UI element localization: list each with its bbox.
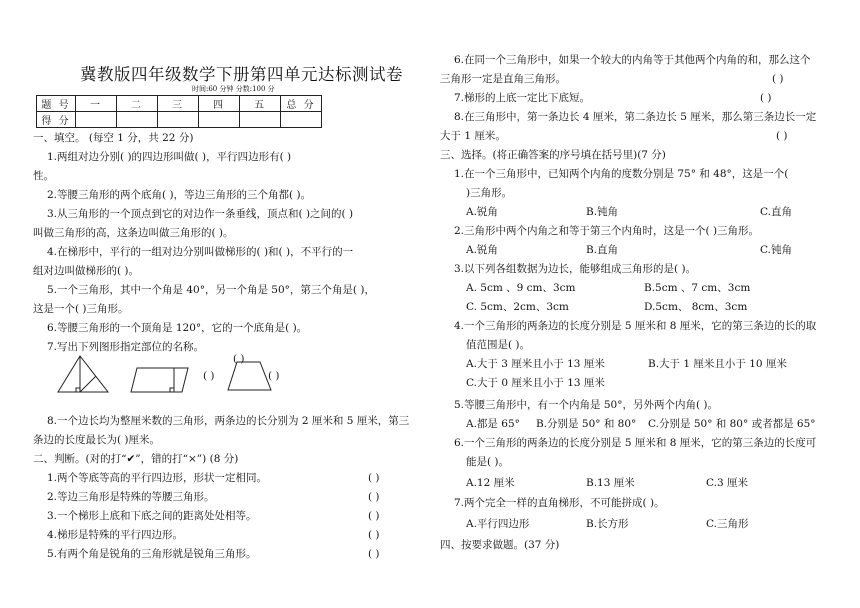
page-title: 冀教版四年级数学下册第四单元达标测试卷 [80, 65, 403, 84]
s3-q7: 7.两个完全一样的直角梯形，不可能拼成( )。 [454, 497, 665, 509]
table-cell: 二 [117, 96, 158, 112]
score-input-cell[interactable] [281, 112, 322, 128]
s1-q4-line1: 4.在梯形中，平行的一组对边分别叫做梯形的( )和( )，不平行的一 [47, 246, 354, 258]
s2-q6-line1: 6.在同一个三角形中，如果一个较大的内角等于其他两个内角的和，那么这个 [454, 54, 811, 66]
score-input-cell[interactable] [199, 112, 240, 128]
score-table-score-row [37, 112, 322, 128]
s1-q1-line1: 1.两组对边分别( )的四边形叫做( )，平行四边形有( ) [47, 151, 292, 163]
s1-q8-line2: 条边的长度最长为( )厘米。 [33, 434, 161, 446]
s3-q3-option-c[interactable]: C. 5cm、2cm、3cm [466, 301, 569, 313]
q7-blank-right[interactable]: ( ) [268, 370, 280, 382]
s3-q3-option-a[interactable]: A. 5cm 、9 cm、3cm [466, 282, 576, 294]
s3-q3-option-b[interactable]: B.5cm 、7 cm、3cm [644, 282, 751, 294]
s3-q3-option-d[interactable]: D.5cm、 8cm、3cm [644, 301, 748, 313]
s2-q7: 7.梯形的上底一定比下底短。 [454, 92, 591, 104]
s3-q2-option-b[interactable]: B.直角 [586, 244, 619, 256]
s3-q6-line2: 能是( )。 [466, 456, 510, 468]
s1-q5-line2: 这是一个( )三角形。 [33, 303, 129, 315]
table-cell: 四 [199, 96, 240, 112]
s3-q4-option-c[interactable]: C.大于 0 厘米且小于 13 厘米 [466, 377, 605, 389]
s1-q4-line2: 组对边叫做梯形的( )。 [33, 265, 140, 277]
table-cell: 得 分 [37, 112, 76, 128]
s2-q3: 3.一个梯形上底和下底之间的距离处处相等。 [47, 510, 257, 522]
s1-q6: 6.等腰三角形的一个顶角是 120°，它的一个底角是( )。 [47, 322, 308, 334]
s1-q7: 7.写出下列图形指定部位的名称。 [47, 341, 205, 353]
s3-q5-option-c[interactable]: C.分别是 50° 和 80° 或者都是 65° [648, 418, 816, 430]
score-input-cell[interactable] [240, 112, 281, 128]
s2-q7-blank[interactable]: ( ) [760, 92, 772, 104]
s3-q5-option-b[interactable]: B.分别是 50° 和 80° [536, 418, 637, 430]
score-input-cell[interactable] [158, 112, 199, 128]
s3-q5-option-a[interactable]: A.都是 65° [466, 418, 520, 430]
s2-q2: 2.等边三角形是特殊的等腰三角形。 [47, 491, 215, 503]
s3-q2-option-c[interactable]: C.钝角 [760, 244, 792, 256]
table-cell: 一 [76, 96, 117, 112]
table-cell: 三 [158, 96, 199, 112]
section-2-heading: 二、判断。(对的打“✔”，错的打“×”) (8 分) [33, 453, 239, 465]
s2-q5-blank[interactable]: ( ) [368, 548, 380, 560]
s3-q2-option-a[interactable]: A.锐角 [466, 244, 498, 256]
s1-q8-line1: 8.一个边长均为整厘米数的三角形，两条边的长分别为 2 厘米和 5 厘米，第三 [47, 415, 410, 427]
s2-q8-line2: 大于 1 厘米。 [440, 130, 506, 142]
s3-q6-option-b[interactable]: B.13 厘米 [586, 477, 635, 489]
s3-q3: 3.以下列各组数据为边长，能够组成三角形的是( )。 [454, 263, 697, 275]
s2-q4-blank[interactable]: ( ) [368, 529, 380, 541]
s2-q8-line1: 8.在三角形中，第一条边长 4 厘米，第二条边长 5 厘米，那么第三条边长一定 [454, 111, 817, 123]
s3-q1-option-a[interactable]: A.锐角 [466, 206, 498, 218]
s3-q6-option-a[interactable]: A.12 厘米 [466, 477, 515, 489]
s3-q6-line1: 6.一个三角形的两条边的长度分别是 5 厘米和 8 厘米，它的第三条边的长度可 [454, 437, 817, 449]
s3-q6-option-c[interactable]: C.3 厘米 [706, 477, 749, 489]
s2-q5: 5.有两个角是锐角的三角形就是锐角三角形。 [47, 548, 257, 560]
q7-blank-top[interactable]: ( ) [233, 353, 245, 365]
section-4-heading: 四、按要求做题。(37 分) [440, 539, 560, 551]
section-3-heading: 三、选择。(将正确答案的序号填在括号里)(7 分) [440, 149, 666, 161]
s2-q6-blank[interactable]: ( ) [772, 73, 784, 85]
score-table-header-row [37, 96, 322, 112]
s2-q2-blank[interactable]: ( ) [368, 491, 380, 503]
s3-q7-option-b[interactable]: B.长方形 [586, 518, 629, 530]
table-cell: 五 [240, 96, 281, 112]
s3-q1-option-b[interactable]: B.钝角 [586, 206, 619, 218]
s3-q7-option-c[interactable]: C.三角形 [706, 518, 749, 530]
s1-q5-line1: 5.一个三角形，其中一个角是 40°，另一个角是 50°，第三个角是( )， [47, 284, 375, 296]
s1-q3-line1: 3.从三角形的一个顶点到它的对边作一条垂线，顶点和( )之间的( ) [47, 208, 354, 220]
s3-q5: 5.等腰三角形中，有一个内角是 50°，另外两个内角( )。 [454, 399, 718, 411]
s1-q1-line2: 性。 [33, 170, 54, 182]
s1-q2: 2.等腰三角形的两个底角( )，等边三角形的三个角都( )。 [47, 189, 312, 201]
s3-q4-option-a[interactable]: A.大于 3 厘米且小于 13 厘米 [466, 358, 605, 370]
s3-q1-option-c[interactable]: C.直角 [760, 206, 792, 218]
score-table [36, 95, 322, 128]
s3-q1-line2: )三角形。 [466, 187, 513, 199]
s3-q4-option-b[interactable]: B.大于 1 厘米且小于 10 厘米 [648, 358, 787, 370]
parallelogram-figure [131, 368, 188, 392]
s3-q4-line2: 值范围是( )。 [466, 339, 531, 351]
score-input-cell[interactable] [76, 112, 117, 128]
s2-q6-line2: 三角形一定是直角三角形。 [440, 73, 566, 85]
trapezoid-figure [228, 362, 271, 390]
triangle-figure [58, 356, 108, 392]
s2-q4: 4.梯形是特殊的平行四边形。 [47, 529, 184, 541]
exam-subtitle: 时间:60 分钟 分数:100 分 [192, 85, 275, 93]
q7-blank-left[interactable]: ( ) [203, 370, 215, 382]
s3-q2: 2.三角形中两个内角之和等于第三个内角时，这是一个( )三角形。 [454, 225, 760, 237]
s2-q1-blank[interactable]: ( ) [368, 472, 380, 484]
table-cell: 总 分 [281, 96, 322, 112]
score-input-cell[interactable] [117, 112, 158, 128]
s1-q3-line2: 叫做三角形的高，这条边叫做三角形的( )。 [33, 227, 234, 239]
s3-q1-line1: 1.在一个三角形中，已知两个内角的度数分别是 75° 和 48°，这是一个( [454, 168, 789, 180]
s3-q4-line1: 4.一个三角形的两条边的长度分别是 5 厘米和 8 厘米，它的第三条边的长的取 [454, 320, 817, 332]
s3-q7-option-a[interactable]: A.平行四边形 [466, 518, 530, 530]
s2-q3-blank[interactable]: ( ) [368, 510, 380, 522]
section-1-heading: 一、填空。 (每空 1 分，共 22 分) [33, 132, 194, 144]
table-cell: 题 号 [37, 96, 76, 112]
s2-q8-blank[interactable]: ( ) [776, 130, 788, 142]
s2-q1: 1.两个等底等高的平行四边形，形状一定相同。 [47, 472, 268, 484]
